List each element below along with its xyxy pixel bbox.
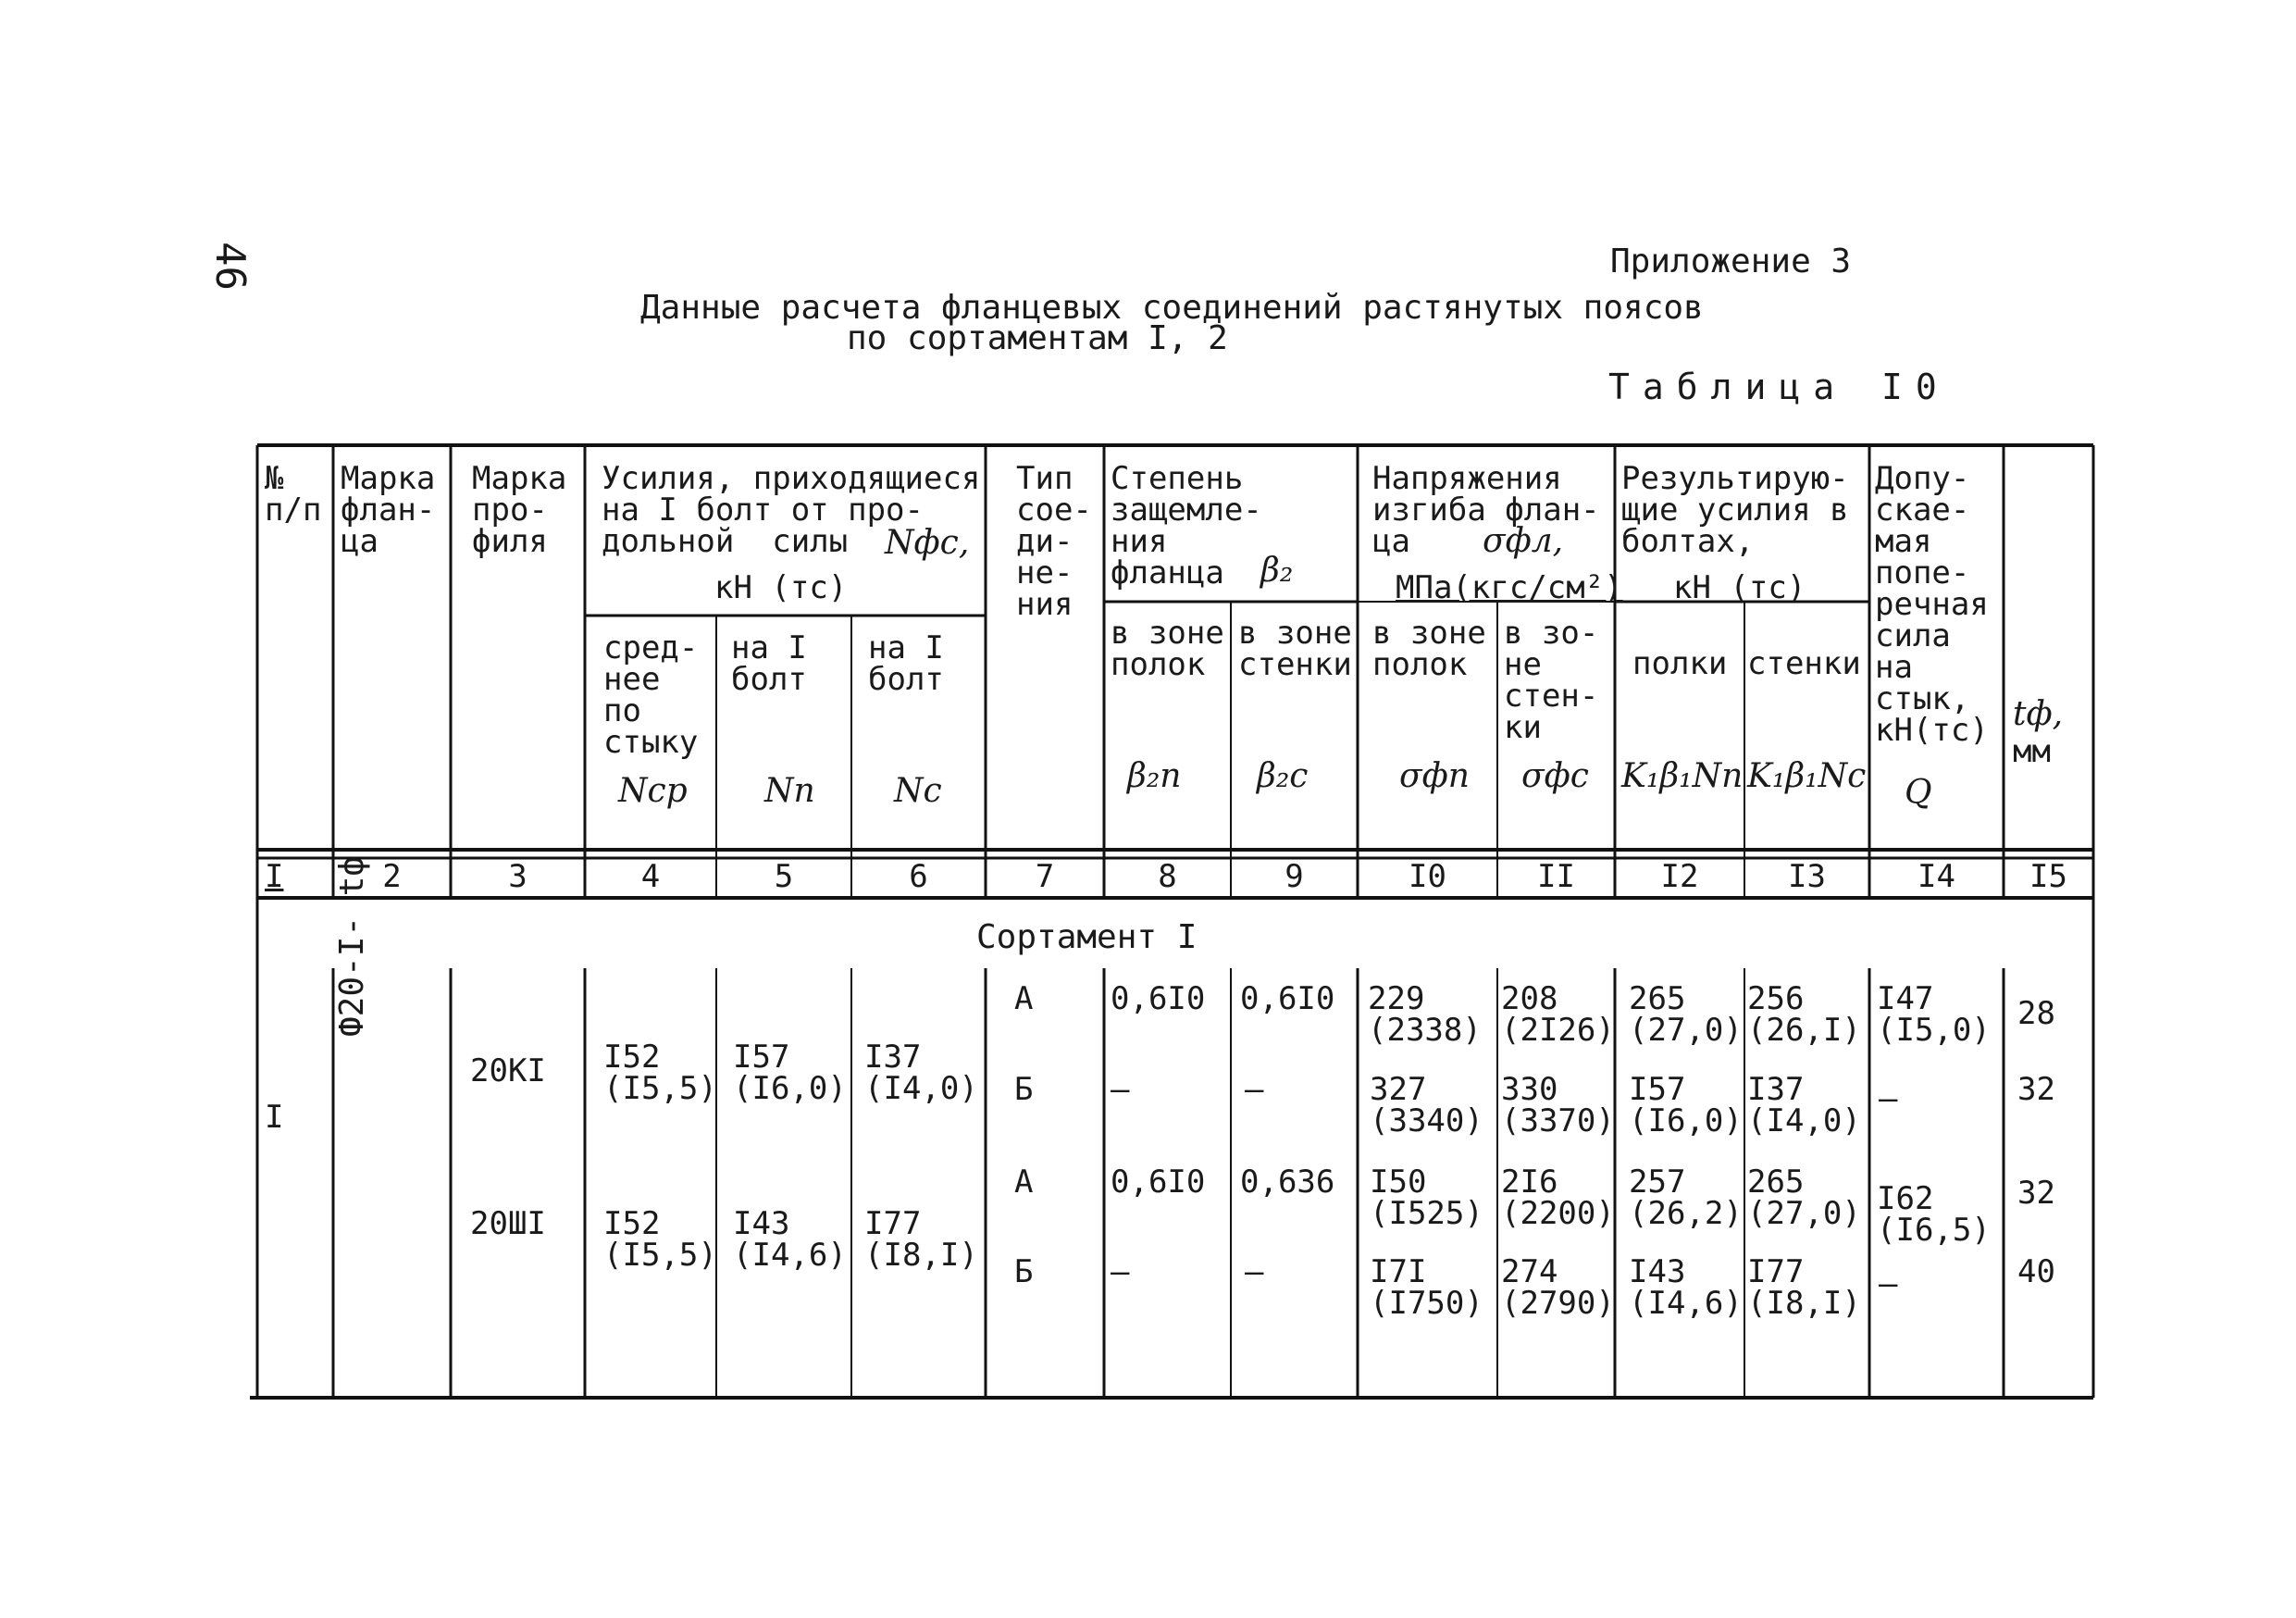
header-stress-flange-zone: в зоне полок bbox=[1372, 615, 1486, 683]
header-thickness-unit: мм bbox=[2013, 733, 2051, 770]
cell-q: – bbox=[1879, 1080, 1898, 1117]
header-fixity-flange-zone: в зоне полок bbox=[1111, 615, 1224, 683]
cell-n-c: I77 (I8,I) bbox=[864, 1205, 978, 1274]
cell-s-fc: 2I6 (2200) bbox=[1501, 1164, 1615, 1232]
cell-b2p: – bbox=[1111, 1253, 1130, 1290]
colnum-6: 6 bbox=[909, 858, 928, 895]
cell-n-avg: I52 (I5,5) bbox=[603, 1039, 717, 1107]
colnum-3: 3 bbox=[508, 858, 527, 895]
header-fixity-symbol: β₂ bbox=[1260, 552, 1294, 590]
cell-k-c: I77 (I8,I) bbox=[1747, 1253, 1861, 1322]
colnum-2: 2 bbox=[382, 858, 402, 895]
header-col-number: № п/п bbox=[265, 460, 322, 529]
cell-type: А bbox=[1014, 1164, 1034, 1201]
cell-k-p: I43 (I4,6) bbox=[1629, 1253, 1743, 1322]
header-resultant-flanges: полки bbox=[1632, 645, 1728, 682]
header-bending-stress-unit: МПа(кгс/см²) bbox=[1396, 569, 1623, 606]
colnum-5: 5 bbox=[774, 858, 794, 895]
cell-k-p: 257 (26,2) bbox=[1629, 1164, 1743, 1232]
cell-n-p: I43 (I4,6) bbox=[733, 1205, 847, 1274]
header-flange-fixity: Степень защемле- ния фланца bbox=[1111, 460, 1262, 591]
colnum-7: 7 bbox=[1035, 858, 1055, 895]
cell-type: Б bbox=[1014, 1071, 1034, 1108]
cell-k-p: 265 (27,0) bbox=[1629, 980, 1743, 1049]
cell-s-fc: 274 (2790) bbox=[1501, 1253, 1615, 1322]
cell-b2c: 0,6I0 bbox=[1240, 980, 1335, 1017]
header-b2p-symbol: β₂п bbox=[1127, 757, 1182, 795]
cell-q: I47 (I5,0) bbox=[1877, 980, 1991, 1049]
cell-k-c: 256 (26,I) bbox=[1747, 980, 1861, 1049]
appendix-label: Приложение 3 bbox=[1610, 243, 1852, 280]
colnum-15: I5 bbox=[2029, 858, 2067, 895]
header-resultant-forces: Результирую- щие усилия в болтах, bbox=[1621, 460, 1849, 560]
header-q-symbol: Q bbox=[1905, 774, 1932, 812]
cell-b2p: 0,6I0 bbox=[1111, 1164, 1206, 1201]
header-bolt-forces-unit: кН (тс) bbox=[714, 569, 848, 606]
cell-q: I62 (I6,5) bbox=[1877, 1180, 1991, 1249]
profile-mark: 20ШI bbox=[470, 1205, 546, 1242]
cell-s-fp: I7I (I750) bbox=[1370, 1253, 1483, 1322]
header-per-bolt-flange: на I болт bbox=[731, 629, 807, 698]
cell-s-fc: 330 (3370) bbox=[1501, 1071, 1615, 1139]
header-fixity-web-zone: в зоне стенки bbox=[1238, 615, 1352, 683]
colnum-4: 4 bbox=[640, 858, 661, 895]
header-flange-mark: Марка флан- ца bbox=[341, 460, 436, 560]
header-resultant-forces-unit: кН (тс) bbox=[1673, 569, 1806, 606]
colnum-12: I2 bbox=[1660, 858, 1699, 895]
colnum-13: I3 bbox=[1788, 858, 1826, 895]
cell-k-p: I57 (I6,0) bbox=[1629, 1071, 1743, 1139]
header-allowed-shear: Допу- скае- мая попе- речная сила на стык, кН(тс) bbox=[1875, 460, 1989, 749]
cell-b2c: 0,636 bbox=[1240, 1164, 1335, 1201]
colnum-11: II bbox=[1537, 858, 1575, 895]
cell-n-avg: I52 (I5,5) bbox=[603, 1205, 717, 1274]
cell-t: 32 bbox=[2017, 1071, 2055, 1108]
header-stress-web-zone: в зо- не стен- ки bbox=[1504, 615, 1599, 746]
cell-s-fc: 208 (2I26) bbox=[1501, 980, 1615, 1049]
table-number-label: Таблица I0 bbox=[1608, 367, 1950, 407]
table-title-line2: по сортаментам I, 2 bbox=[847, 319, 1228, 357]
header-avg-per-joint: сред- нее по стыку bbox=[603, 629, 699, 761]
cell-b2c: – bbox=[1245, 1071, 1264, 1108]
cell-t: 40 bbox=[2017, 1253, 2055, 1290]
cell-q: – bbox=[1879, 1265, 1898, 1302]
header-thickness-symbol: tф, bbox=[2013, 695, 2064, 733]
header-sfc-symbol: σфс bbox=[1521, 757, 1589, 795]
header-per-bolt-web: на I болт bbox=[868, 629, 944, 698]
colnum-14: I4 bbox=[1917, 858, 1955, 895]
header-bolt-forces: Усилия, приходящиеся на I болт от про- дольной силы bbox=[602, 460, 981, 560]
cell-s-fp: 327 (3340) bbox=[1370, 1071, 1483, 1139]
colnum-8: 8 bbox=[1158, 858, 1177, 895]
page-number: 46 bbox=[205, 242, 254, 291]
header-connection-type: Тип сое- ди- не- ния bbox=[1016, 460, 1092, 623]
cell-b2p: 0,6I0 bbox=[1111, 980, 1206, 1017]
cell-b2p: – bbox=[1111, 1071, 1130, 1108]
colnum-10: I0 bbox=[1409, 858, 1446, 895]
cell-t: 28 bbox=[2017, 995, 2055, 1032]
header-bending-stress-symbol: σфл, bbox=[1483, 522, 1564, 560]
header-kp-symbol: K₁β₁Nп bbox=[1621, 757, 1744, 795]
cell-n-c: I37 (I4,0) bbox=[864, 1039, 978, 1107]
header-resultant-web: стенки bbox=[1747, 645, 1861, 682]
cell-b2c: – bbox=[1245, 1253, 1264, 1290]
colnum-1: I bbox=[265, 858, 284, 895]
cell-s-fp: 229 (2338) bbox=[1368, 980, 1482, 1049]
cell-type: А bbox=[1014, 980, 1034, 1017]
flange-mark-vertical: Ф20-I- tф bbox=[333, 855, 371, 1037]
cell-t: 32 bbox=[2017, 1175, 2055, 1212]
header-np-symbol: Nп bbox=[764, 772, 815, 810]
header-avg-symbol: Nср bbox=[618, 772, 688, 810]
cell-type: Б bbox=[1014, 1253, 1034, 1290]
header-b2c-symbol: β₂с bbox=[1257, 757, 1309, 795]
colnum-9: 9 bbox=[1285, 858, 1304, 895]
row-number: I bbox=[265, 1099, 284, 1136]
cell-k-c: 265 (27,0) bbox=[1747, 1164, 1861, 1232]
cell-s-fp: I50 (I525) bbox=[1370, 1164, 1483, 1232]
header-nc-symbol: Nс bbox=[894, 772, 942, 810]
header-profile-mark: Марка про- филя bbox=[472, 460, 567, 560]
section-title: Сортамент I bbox=[976, 918, 1198, 956]
header-kc-symbol: K₁β₁Nс bbox=[1747, 757, 1867, 795]
cell-n-p: I57 (I6,0) bbox=[733, 1039, 847, 1107]
header-sfp-symbol: σфп bbox=[1399, 757, 1470, 795]
profile-mark: 20КI bbox=[470, 1052, 546, 1089]
header-bolt-forces-symbol: Nфс, bbox=[885, 524, 970, 562]
header-bending-stress: Напряжения изгиба флан- ца bbox=[1372, 460, 1600, 560]
cell-k-c: I37 (I4,0) bbox=[1747, 1071, 1861, 1139]
table-title-line1: Данные расчета фланцевых соединений растянутых поясов bbox=[640, 289, 1704, 327]
